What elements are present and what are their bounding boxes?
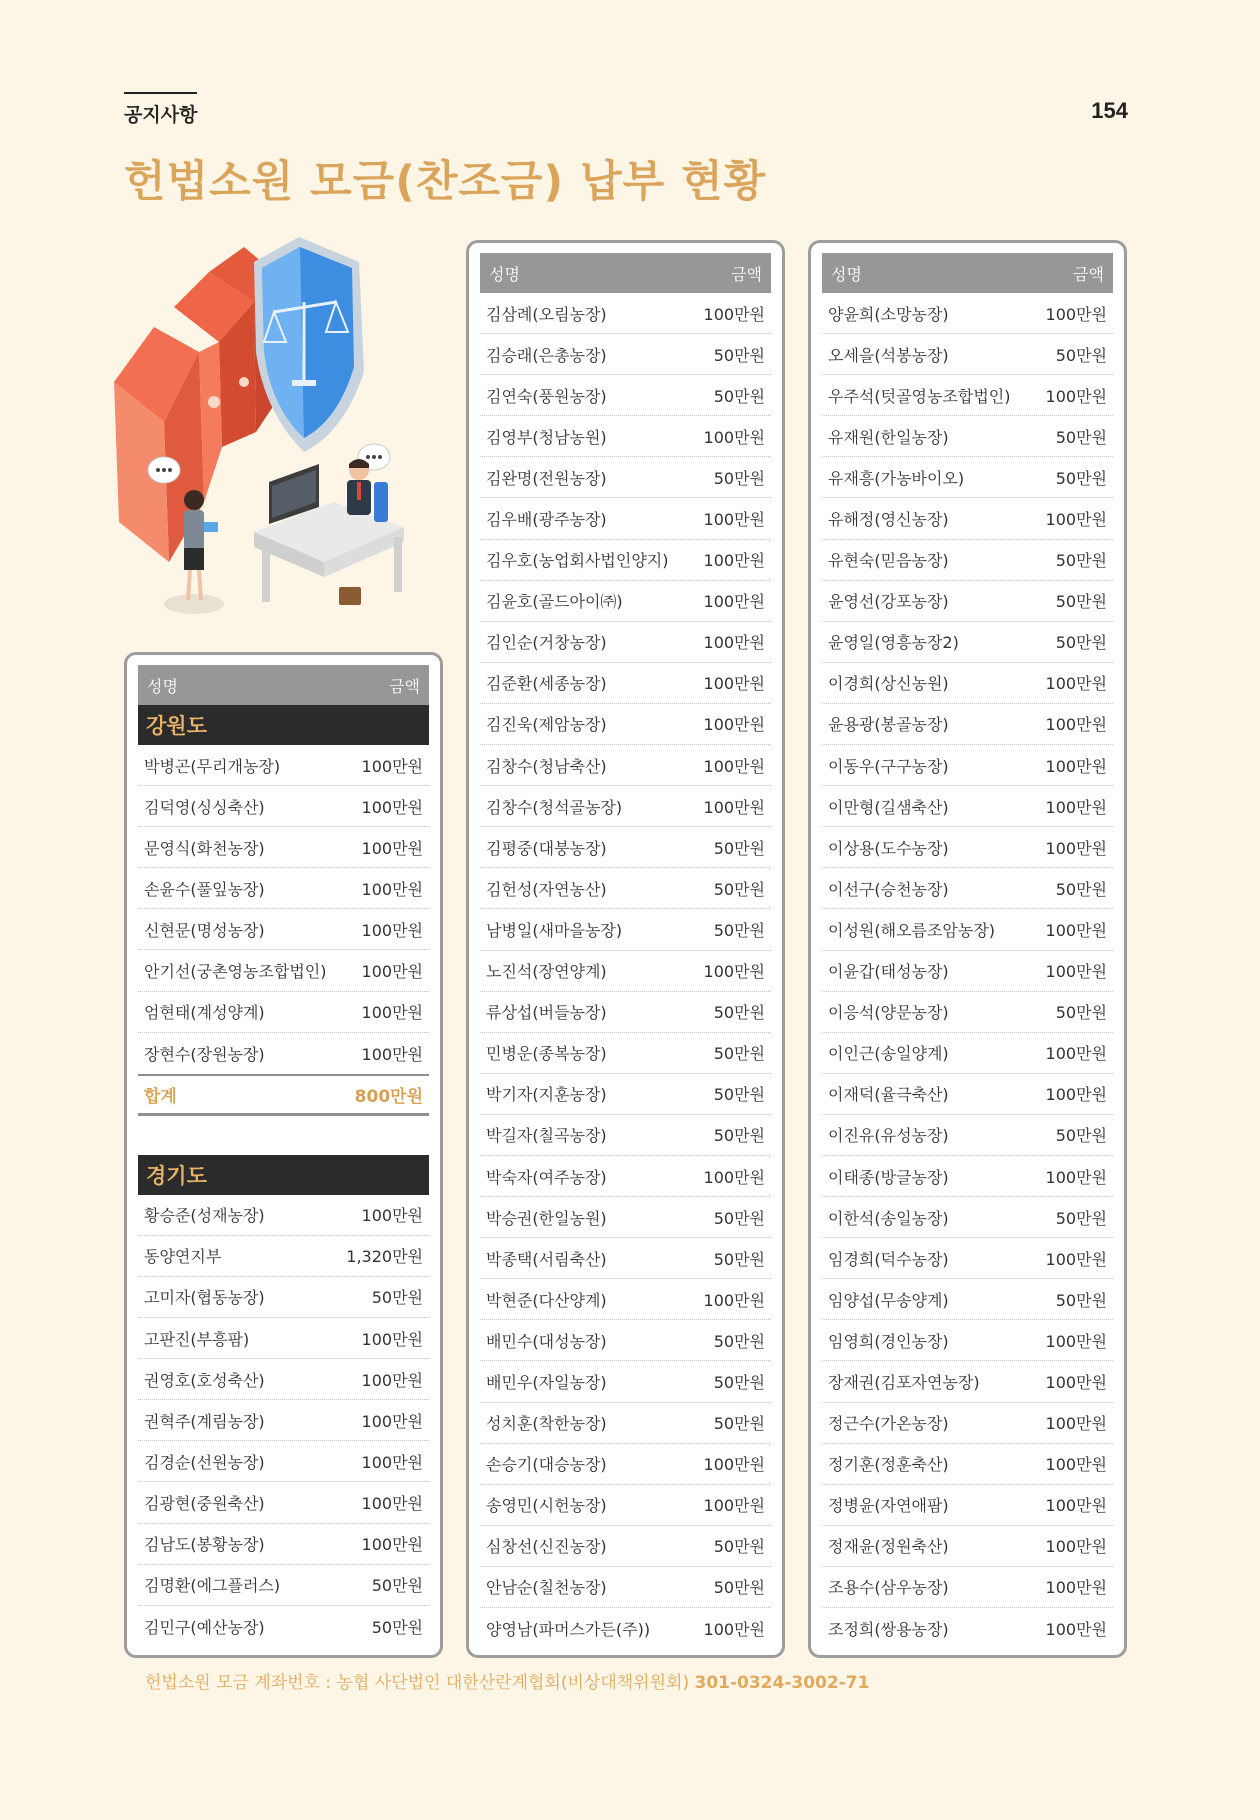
donation-amount: 100만원 xyxy=(1045,1496,1107,1516)
table-row xyxy=(822,457,1113,498)
donor-name: 송영민(시헌농장) xyxy=(486,1496,607,1516)
table-row xyxy=(480,293,771,334)
donation-amount: 100만원 xyxy=(361,879,423,899)
donor-name: 김우배(광주농장) xyxy=(486,510,607,530)
table-row xyxy=(480,1444,771,1485)
table-row xyxy=(480,1403,771,1444)
donation-amount: 50만원 xyxy=(713,879,765,899)
total-amount: 800만원 xyxy=(354,1086,423,1107)
table-row xyxy=(480,1608,771,1649)
donation-amount: 100만원 xyxy=(361,797,423,817)
table-row xyxy=(480,868,771,909)
donation-amount: 100만원 xyxy=(1045,1085,1107,1105)
donor-name: 안기선(궁촌영농조합법인) xyxy=(144,962,327,982)
donor-name: 심창선(신진농장) xyxy=(486,1537,607,1557)
table-row xyxy=(480,1320,771,1361)
donor-name: 이윤갑(태성농장) xyxy=(828,962,949,982)
donor-name: 윤용광(봉골농장) xyxy=(828,715,949,735)
donor-name: 이선구(승천농장) xyxy=(828,879,949,899)
table-row xyxy=(480,663,771,704)
donor-name: 배민우(자일농장) xyxy=(486,1372,607,1392)
donation-amount: 50만원 xyxy=(1055,1003,1107,1023)
donation-amount: 100만원 xyxy=(703,715,765,735)
donor-name: 이성원(해오름조암농장) xyxy=(828,920,996,940)
donation-amount: 100만원 xyxy=(361,1003,423,1023)
table-row xyxy=(822,1238,1113,1279)
table-row xyxy=(822,1403,1113,1444)
table-row xyxy=(822,1033,1113,1074)
donation-amount: 100만원 xyxy=(1045,797,1107,817)
region-label-gangwon: 강원도 xyxy=(138,705,429,745)
table-left xyxy=(124,652,443,1658)
right-list xyxy=(822,293,1113,1649)
donation-amount: 100만원 xyxy=(1045,674,1107,694)
table-row xyxy=(822,416,1113,457)
donation-amount: 50만원 xyxy=(713,1578,765,1598)
donor-name: 김윤호(골드아이㈜) xyxy=(486,592,623,612)
donation-amount: 100만원 xyxy=(1045,838,1107,858)
page-title: 헌법소원 모금(찬조금) 납부 현황 xyxy=(124,157,767,207)
section-label: 공지사항 xyxy=(124,92,197,127)
table-row xyxy=(822,663,1113,704)
donor-name: 유현숙(믿음농장) xyxy=(828,551,949,571)
donation-amount: 50만원 xyxy=(713,1003,765,1023)
donor-name: 성치훈(착한농장) xyxy=(486,1414,607,1434)
donor-name: 장현수(장원농장) xyxy=(144,1044,265,1064)
table-row xyxy=(138,827,429,868)
donor-name: 임경희(덕수농장) xyxy=(828,1249,949,1269)
donation-amount: 100만원 xyxy=(1045,510,1107,530)
donor-name: 정기훈(정훈축산) xyxy=(828,1455,949,1475)
donor-name: 정재윤(정원축산) xyxy=(828,1537,949,1557)
header-amount: 금액 xyxy=(1073,264,1104,284)
donor-name: 남병일(새마을농장) xyxy=(486,920,623,940)
table-row xyxy=(822,1320,1113,1361)
donation-amount: 100만원 xyxy=(1045,1249,1107,1269)
page-number: 154 xyxy=(1091,98,1128,123)
donor-name: 김창수(청석골농장) xyxy=(486,797,623,817)
donation-amount: 50만원 xyxy=(713,386,765,406)
donation-amount: 100만원 xyxy=(1045,1331,1107,1351)
donor-name: 박병곤(무리개농장) xyxy=(144,756,281,776)
footer-text: 헌법소원 모금 계좌번호 : 농협 사단법인 대한산란계협회(비상대책위원회) xyxy=(145,1673,690,1693)
table-row xyxy=(480,1526,771,1567)
header-name: 성명 xyxy=(831,264,862,284)
donor-name: 박길자(칠곡농장) xyxy=(486,1126,607,1146)
donation-amount: 100만원 xyxy=(703,551,765,571)
donor-name: 이응석(양문농장) xyxy=(828,1003,949,1023)
table-row xyxy=(822,745,1113,786)
donation-amount: 50만원 xyxy=(371,1617,423,1637)
table-row xyxy=(822,1279,1113,1320)
table-row xyxy=(138,868,429,909)
donor-name: 이상용(도수농장) xyxy=(828,838,949,858)
donor-name: 이만형(길샘축산) xyxy=(828,797,949,817)
donor-name: 윤영일(영흥농장2) xyxy=(828,633,959,653)
donation-amount: 100만원 xyxy=(703,674,765,694)
table-row xyxy=(138,786,429,827)
donation-amount: 100만원 xyxy=(361,1329,423,1349)
account-footer xyxy=(145,1668,869,1693)
donation-amount: 100만원 xyxy=(1045,920,1107,940)
table-row xyxy=(138,1318,429,1359)
donation-amount: 100만원 xyxy=(1045,1578,1107,1598)
table-row xyxy=(822,1485,1113,1526)
donor-name: 황승준(성재농장) xyxy=(144,1206,265,1226)
donation-amount: 50만원 xyxy=(713,920,765,940)
donor-name: 이동우(구구농장) xyxy=(828,756,949,776)
table-row xyxy=(822,293,1113,334)
header-amount: 금액 xyxy=(389,676,420,696)
table-row xyxy=(138,909,429,950)
table-row xyxy=(480,745,771,786)
table-row xyxy=(480,951,771,992)
donor-name: 손윤수(풀잎농장) xyxy=(144,879,265,899)
table-row xyxy=(138,1033,429,1074)
donor-name: 장재권(김포자연농장) xyxy=(828,1372,980,1392)
table-row xyxy=(822,622,1113,663)
table-row xyxy=(480,375,771,416)
donation-amount: 50만원 xyxy=(1055,1126,1107,1146)
donation-amount: 50만원 xyxy=(713,1372,765,1392)
donation-amount: 50만원 xyxy=(1055,468,1107,488)
donor-name: 손승기(대승농장) xyxy=(486,1455,607,1475)
donation-amount: 50만원 xyxy=(713,1414,765,1434)
donation-amount: 50만원 xyxy=(1055,551,1107,571)
donor-name: 박숙자(여주농장) xyxy=(486,1167,607,1187)
account-number: 301-0324-3002-71 xyxy=(694,1673,870,1693)
donation-amount: 100만원 xyxy=(361,1411,423,1431)
table-row xyxy=(480,1074,771,1115)
donor-name: 민병운(종복농장) xyxy=(486,1044,607,1064)
table-row xyxy=(822,334,1113,375)
donation-amount: 50만원 xyxy=(713,1126,765,1146)
donation-amount: 100만원 xyxy=(1045,1620,1107,1640)
table-row xyxy=(138,1400,429,1441)
table-row xyxy=(822,540,1113,581)
table-row xyxy=(480,457,771,498)
donation-amount: 50만원 xyxy=(1055,1290,1107,1310)
donor-name: 조정희(쌍용농장) xyxy=(828,1620,949,1640)
table-row xyxy=(480,1197,771,1238)
table-row xyxy=(138,1195,429,1236)
donation-amount: 100만원 xyxy=(703,1167,765,1187)
table-row xyxy=(822,909,1113,950)
donation-amount: 50만원 xyxy=(371,1288,423,1308)
donation-amount: 100만원 xyxy=(703,633,765,653)
donor-name: 박종택(서림축산) xyxy=(486,1249,607,1269)
table-right xyxy=(808,240,1127,1658)
donor-name: 이인근(송일양계) xyxy=(828,1044,949,1064)
donation-amount: 100만원 xyxy=(361,1535,423,1555)
donation-amount: 100만원 xyxy=(361,838,423,858)
donation-amount: 100만원 xyxy=(703,1496,765,1516)
donation-amount: 100만원 xyxy=(361,1493,423,1513)
donation-amount: 100만원 xyxy=(703,756,765,776)
table-row xyxy=(822,1567,1113,1608)
donation-amount: 100만원 xyxy=(703,1290,765,1310)
donor-name: 임영희(경인농장) xyxy=(828,1331,949,1351)
donor-name: 유재흥(가농바이오) xyxy=(828,468,965,488)
table-row xyxy=(480,416,771,457)
table-row xyxy=(822,1361,1113,1402)
donation-amount: 100만원 xyxy=(1045,1372,1107,1392)
donation-amount: 50만원 xyxy=(713,468,765,488)
donation-amount: 50만원 xyxy=(713,1044,765,1064)
table-row xyxy=(480,827,771,868)
donation-amount: 100만원 xyxy=(361,1044,423,1064)
donor-name: 김영부(청남농원) xyxy=(486,427,607,447)
donor-name: 김민구(예산농장) xyxy=(144,1617,265,1637)
donation-amount: 100만원 xyxy=(1045,1414,1107,1434)
donor-name: 동양연지부 xyxy=(144,1247,222,1267)
donation-amount: 100만원 xyxy=(703,1455,765,1475)
donation-amount: 100만원 xyxy=(1045,756,1107,776)
donor-name: 김덕영(싱싱축산) xyxy=(144,797,265,817)
donor-name: 김경순(선원농장) xyxy=(144,1452,265,1472)
donation-amount: 100만원 xyxy=(1045,304,1107,324)
total-label: 합계 xyxy=(144,1086,177,1107)
table-row xyxy=(480,498,771,539)
table-row xyxy=(822,1156,1113,1197)
donation-amount: 50만원 xyxy=(713,1085,765,1105)
donation-amount: 100만원 xyxy=(361,962,423,982)
donation-amount: 100만원 xyxy=(703,1620,765,1640)
header-name: 성명 xyxy=(147,676,178,696)
donation-amount: 100만원 xyxy=(1045,962,1107,982)
table-row xyxy=(822,827,1113,868)
donor-name: 정근수(가온농장) xyxy=(828,1414,949,1434)
table-row xyxy=(138,1482,429,1523)
table-row xyxy=(480,581,771,622)
donor-name: 이진유(유성농장) xyxy=(828,1126,949,1146)
table-row xyxy=(138,1441,429,1482)
table-header xyxy=(138,665,429,705)
donation-amount: 100만원 xyxy=(361,1370,423,1390)
donor-name: 노진석(장연양계) xyxy=(486,962,607,982)
donation-amount: 100만원 xyxy=(703,962,765,982)
donor-name: 김평중(대붕농장) xyxy=(486,838,607,858)
donation-amount: 100만원 xyxy=(361,920,423,940)
donor-name: 김진욱(제암농장) xyxy=(486,715,607,735)
gyeonggi-list xyxy=(138,1195,429,1647)
region-label-gyeonggi: 경기도 xyxy=(138,1155,429,1195)
table-row xyxy=(822,704,1113,745)
table-row xyxy=(822,992,1113,1033)
donation-amount: 100만원 xyxy=(703,797,765,817)
donor-name: 김명환(에그플러스) xyxy=(144,1576,281,1596)
donor-name: 김광현(중원축산) xyxy=(144,1493,265,1513)
donor-name: 김남도(봉황농장) xyxy=(144,1535,265,1555)
donor-name: 권영호(호성축산) xyxy=(144,1370,265,1390)
donor-name: 류상섭(버들농장) xyxy=(486,1003,607,1023)
donation-amount: 100만원 xyxy=(361,1206,423,1226)
donation-amount: 50만원 xyxy=(713,1331,765,1351)
donor-name: 김인순(거창농장) xyxy=(486,633,607,653)
donor-name: 김완명(전원농장) xyxy=(486,468,607,488)
donation-amount: 50만원 xyxy=(713,345,765,365)
donor-name: 유재원(한일농장) xyxy=(828,427,949,447)
table-row xyxy=(480,1567,771,1608)
table-row xyxy=(138,1606,429,1647)
donor-name: 김우호(농업회사법인양지) xyxy=(486,551,669,571)
table-row xyxy=(822,868,1113,909)
donor-name: 엄현태(계성양계) xyxy=(144,1003,265,1023)
table-row xyxy=(822,1526,1113,1567)
donor-name: 이태종(방글농장) xyxy=(828,1167,949,1187)
donor-name: 우주석(텃골영농조합법인) xyxy=(828,386,1011,406)
donor-name: 유해정(영신농장) xyxy=(828,510,949,530)
table-header xyxy=(480,253,771,293)
table-row xyxy=(822,375,1113,416)
table-row xyxy=(822,498,1113,539)
donor-name: 윤영선(강포농장) xyxy=(828,592,949,612)
table-row xyxy=(822,1197,1113,1238)
donor-name: 김승래(은총농장) xyxy=(486,345,607,365)
shield-icon xyxy=(254,237,364,452)
donor-name: 박승권(한일농원) xyxy=(486,1208,607,1228)
donation-amount: 50만원 xyxy=(1055,879,1107,899)
table-row xyxy=(138,1524,429,1565)
table-row xyxy=(480,909,771,950)
donation-amount: 100만원 xyxy=(1045,1167,1107,1187)
donor-name: 오세을(석봉농장) xyxy=(828,345,949,365)
donor-name: 임양섭(무송양계) xyxy=(828,1290,949,1310)
donor-name: 고미자(협동농장) xyxy=(144,1288,265,1308)
donation-amount: 100만원 xyxy=(1045,1044,1107,1064)
table-row xyxy=(822,951,1113,992)
donor-name: 양윤희(소망농장) xyxy=(828,304,949,324)
donor-name: 고판진(부흥팜) xyxy=(144,1329,250,1349)
donation-amount: 100만원 xyxy=(1045,1537,1107,1557)
donor-name: 김창수(청남축산) xyxy=(486,756,607,776)
table-row xyxy=(138,992,429,1033)
donor-name: 양영남(파머스가든(주)) xyxy=(486,1620,651,1640)
donation-amount: 100만원 xyxy=(703,427,765,447)
donation-amount: 50만원 xyxy=(1055,592,1107,612)
donation-amount: 50만원 xyxy=(1055,1208,1107,1228)
donor-name: 이재덕(율극축산) xyxy=(828,1085,949,1105)
donation-amount: 100만원 xyxy=(703,304,765,324)
donation-amount: 100만원 xyxy=(1045,715,1107,735)
donor-name: 정병윤(자연애팜) xyxy=(828,1496,949,1516)
donor-name: 김헌성(자연농산) xyxy=(486,879,607,899)
donor-name: 김삼례(오림농장) xyxy=(486,304,607,324)
table-row xyxy=(480,992,771,1033)
donation-amount: 50만원 xyxy=(1055,345,1107,365)
table-row xyxy=(480,1115,771,1156)
table-row xyxy=(480,622,771,663)
table-row xyxy=(138,950,429,991)
table-row xyxy=(480,540,771,581)
donor-name: 조용수(삼우농장) xyxy=(828,1578,949,1598)
donation-amount: 100만원 xyxy=(1045,386,1107,406)
table-middle xyxy=(466,240,785,1658)
donation-amount: 100만원 xyxy=(1045,1455,1107,1475)
donation-amount: 50만원 xyxy=(713,838,765,858)
donation-amount: 50만원 xyxy=(371,1576,423,1596)
table-row xyxy=(480,1033,771,1074)
table-row xyxy=(480,704,771,745)
table-row xyxy=(138,1565,429,1606)
table-row xyxy=(480,786,771,827)
desk-worker-icon xyxy=(254,459,404,605)
donation-amount: 100만원 xyxy=(361,1452,423,1472)
donor-name: 권혁주(계림농장) xyxy=(144,1411,265,1431)
gangwon-list xyxy=(138,745,429,1074)
donor-name: 문영식(화천농장) xyxy=(144,838,265,858)
table-row xyxy=(822,581,1113,622)
table-row xyxy=(480,1361,771,1402)
header-name: 성명 xyxy=(489,264,520,284)
table-row xyxy=(480,334,771,375)
donor-name: 이경희(상신농원) xyxy=(828,674,949,694)
middle-list xyxy=(480,293,771,1649)
table-row xyxy=(822,1608,1113,1649)
donation-amount: 50만원 xyxy=(1055,427,1107,447)
donor-name: 박현준(다산양계) xyxy=(486,1290,607,1310)
legal-office-illustration xyxy=(104,232,434,642)
donation-amount: 100만원 xyxy=(703,592,765,612)
donation-amount: 100만원 xyxy=(703,510,765,530)
donation-amount: 50만원 xyxy=(713,1208,765,1228)
table-row xyxy=(822,786,1113,827)
table-row xyxy=(822,1444,1113,1485)
donor-name: 김연숙(풍원농장) xyxy=(486,386,607,406)
donation-amount: 50만원 xyxy=(1055,633,1107,653)
table-row xyxy=(822,1074,1113,1115)
donation-amount: 100만원 xyxy=(361,756,423,776)
donor-name: 박기자(지훈농장) xyxy=(486,1085,607,1105)
table-row xyxy=(138,1277,429,1318)
table-row xyxy=(480,1156,771,1197)
table-row xyxy=(138,745,429,786)
donor-name: 이한석(송일농장) xyxy=(828,1208,949,1228)
donation-amount: 1,320만원 xyxy=(346,1247,423,1267)
donor-name: 배민수(대성농장) xyxy=(486,1331,607,1351)
table-row xyxy=(480,1279,771,1320)
donor-name: 김준환(세종농장) xyxy=(486,674,607,694)
donor-name: 신현문(명성농장) xyxy=(144,920,265,940)
table-header xyxy=(822,253,1113,293)
header-amount: 금액 xyxy=(731,264,762,284)
table-row xyxy=(138,1359,429,1400)
table-row xyxy=(138,1236,429,1277)
table-row xyxy=(480,1485,771,1526)
table-row xyxy=(822,1115,1113,1156)
donation-amount: 50만원 xyxy=(713,1249,765,1269)
table-row xyxy=(480,1238,771,1279)
total-row xyxy=(138,1074,429,1116)
donation-amount: 50만원 xyxy=(713,1537,765,1557)
donor-name: 안남순(칠천농장) xyxy=(486,1578,607,1598)
